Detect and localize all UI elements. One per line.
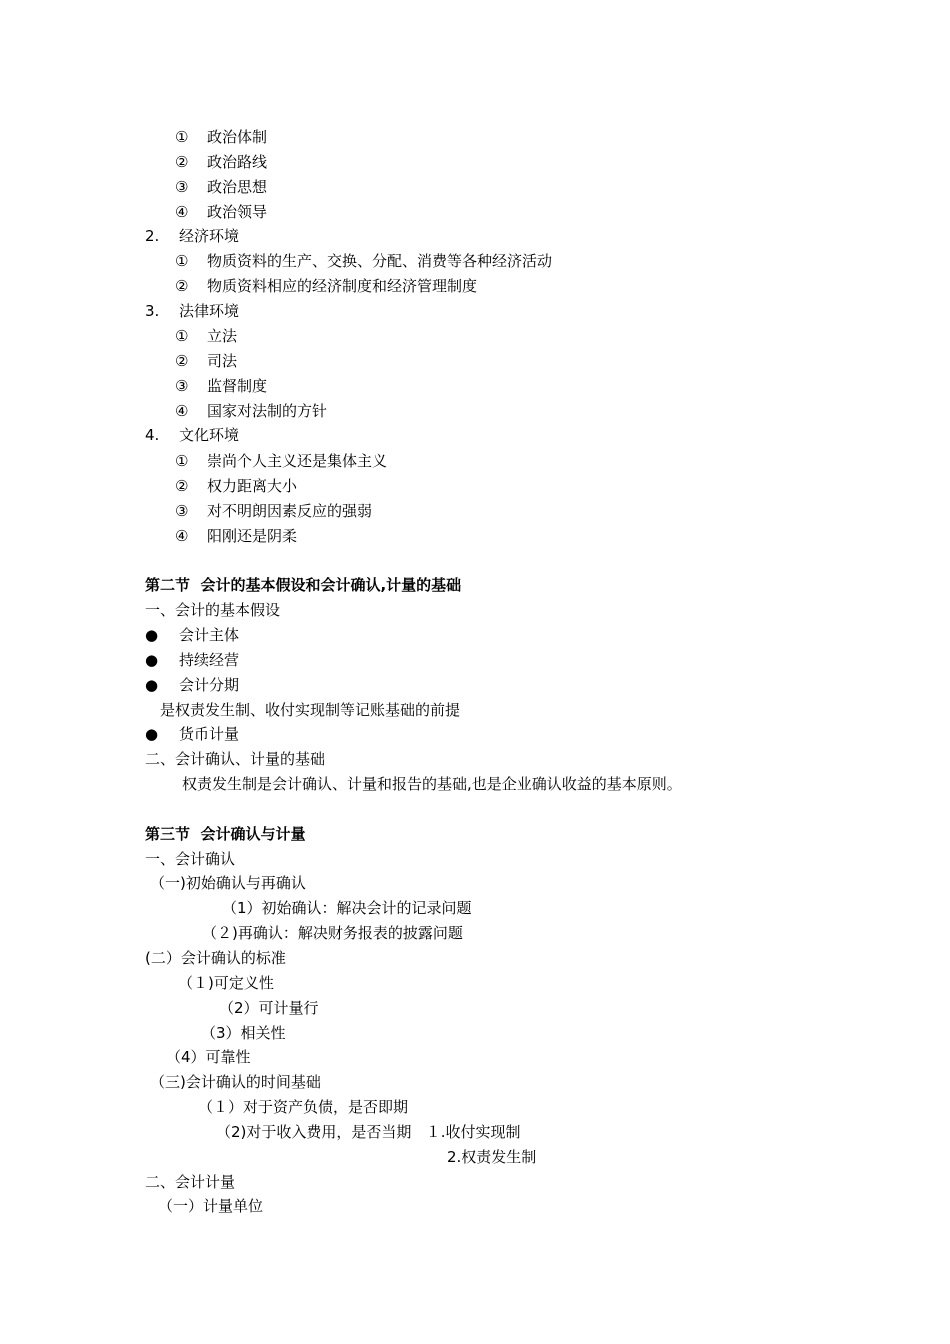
bullet-item: [145, 675, 239, 695]
heading-number: 4.: [145, 426, 160, 444]
list-item: [175, 401, 327, 421]
list-item: [175, 526, 297, 546]
item-marker: ③: [175, 502, 189, 520]
outline-item: （一）计量单位: [158, 1197, 264, 1215]
item-marker: ①: [175, 128, 189, 146]
outline-item: （2）可计量行: [219, 999, 319, 1017]
item-marker: ①: [175, 327, 189, 345]
bullet-text: 会计主体: [179, 626, 240, 644]
outline-item: （4）可靠性: [166, 1048, 251, 1066]
item-text: 立法: [207, 327, 238, 345]
subsection-title: 二、会计计量: [145, 1173, 236, 1191]
item-marker: ②: [175, 153, 189, 171]
outline-item: （１）对于资产负债，是否即期: [198, 1098, 409, 1116]
heading-text: 法律环境: [179, 302, 240, 320]
numbered-heading: [145, 301, 239, 321]
bullet-item: [145, 625, 239, 645]
outline-item: （１)可定义性: [178, 974, 274, 992]
outline-item: （2)对于收入费用，是否当期 １.收付实现制: [216, 1123, 521, 1141]
item-marker: ①: [175, 252, 189, 270]
list-item: [175, 127, 267, 147]
section-heading: 第三节 会计确认与计量: [145, 825, 306, 843]
bullet-text: 持续经营: [179, 651, 240, 669]
list-item: [175, 276, 477, 296]
item-text: 国家对法制的方针: [207, 402, 328, 420]
subsection-title: 一、会计确认: [145, 850, 236, 868]
bullet-item: [145, 724, 239, 744]
item-text: 物质资料的生产、交换、分配、消费等各种经济活动: [207, 252, 553, 270]
item-text: 政治路线: [207, 153, 268, 171]
outline-item: （２)再确认：解决财务报表的披露问题: [202, 924, 463, 942]
list-item: [175, 251, 552, 271]
note-text: 是权责发生制、收付实现制等记账基础的前提: [160, 701, 461, 719]
outline-item: （一)初始确认与再确认: [150, 874, 306, 892]
item-text: 政治领导: [207, 203, 268, 221]
list-item: [175, 351, 237, 371]
heading-number: 3.: [145, 302, 160, 320]
list-item: [175, 326, 237, 346]
list-item: [175, 451, 387, 471]
heading-text: 文化环境: [179, 426, 240, 444]
item-marker: ③: [175, 178, 189, 196]
item-text: 阳刚还是阴柔: [207, 527, 298, 545]
list-item: [175, 177, 267, 197]
bullet-icon: ●: [145, 651, 159, 669]
item-text: 权力距离大小: [207, 477, 298, 495]
outline-item: （3）相关性: [201, 1024, 286, 1042]
bullet-item: [145, 650, 239, 670]
item-marker: ③: [175, 377, 189, 395]
item-text: 政治思想: [207, 178, 268, 196]
outline-item: （三)会计确认的时间基础: [150, 1073, 321, 1091]
item-marker: ④: [175, 527, 189, 545]
item-marker: ②: [175, 477, 189, 495]
outline-item: (二）会计确认的标准: [145, 949, 286, 967]
list-item: [175, 476, 297, 496]
paragraph: 权责发生制是会计确认、计量和报告的基础,也是企业确认收益的基本原则。: [182, 775, 682, 793]
bullet-icon: ●: [145, 626, 159, 644]
outline-item: 2.权责发生制: [447, 1148, 537, 1166]
outline-item: （1）初始确认：解决会计的记录问题: [222, 899, 472, 917]
item-marker: ②: [175, 277, 189, 295]
list-item: [175, 152, 267, 172]
item-marker: ②: [175, 352, 189, 370]
item-text: 监督制度: [207, 377, 268, 395]
heading-number: 2.: [145, 227, 160, 245]
item-marker: ①: [175, 452, 189, 470]
bullet-icon: ●: [145, 725, 159, 743]
item-text: 司法: [207, 352, 238, 370]
numbered-heading: [145, 226, 239, 246]
section-heading: 第二节 会计的基本假设和会计确认,计量的基础: [145, 576, 462, 594]
numbered-heading: [145, 425, 239, 445]
bullet-text: 货币计量: [179, 725, 240, 743]
item-marker: ④: [175, 402, 189, 420]
subsection-title: 二、会计确认、计量的基础: [145, 750, 326, 768]
item-text: 对不明朗因素反应的强弱: [207, 502, 373, 520]
item-text: 物质资料相应的经济制度和经济管理制度: [207, 277, 478, 295]
list-item: [175, 501, 372, 521]
item-text: 崇尚个人主义还是集体主义: [207, 452, 388, 470]
subsection-title: 一、会计的基本假设: [145, 601, 281, 619]
list-item: [175, 202, 267, 222]
item-text: 政治体制: [207, 128, 268, 146]
bullet-text: 会计分期: [179, 676, 240, 694]
bullet-icon: ●: [145, 676, 159, 694]
item-marker: ④: [175, 203, 189, 221]
list-item: [175, 376, 267, 396]
heading-text: 经济环境: [179, 227, 240, 245]
